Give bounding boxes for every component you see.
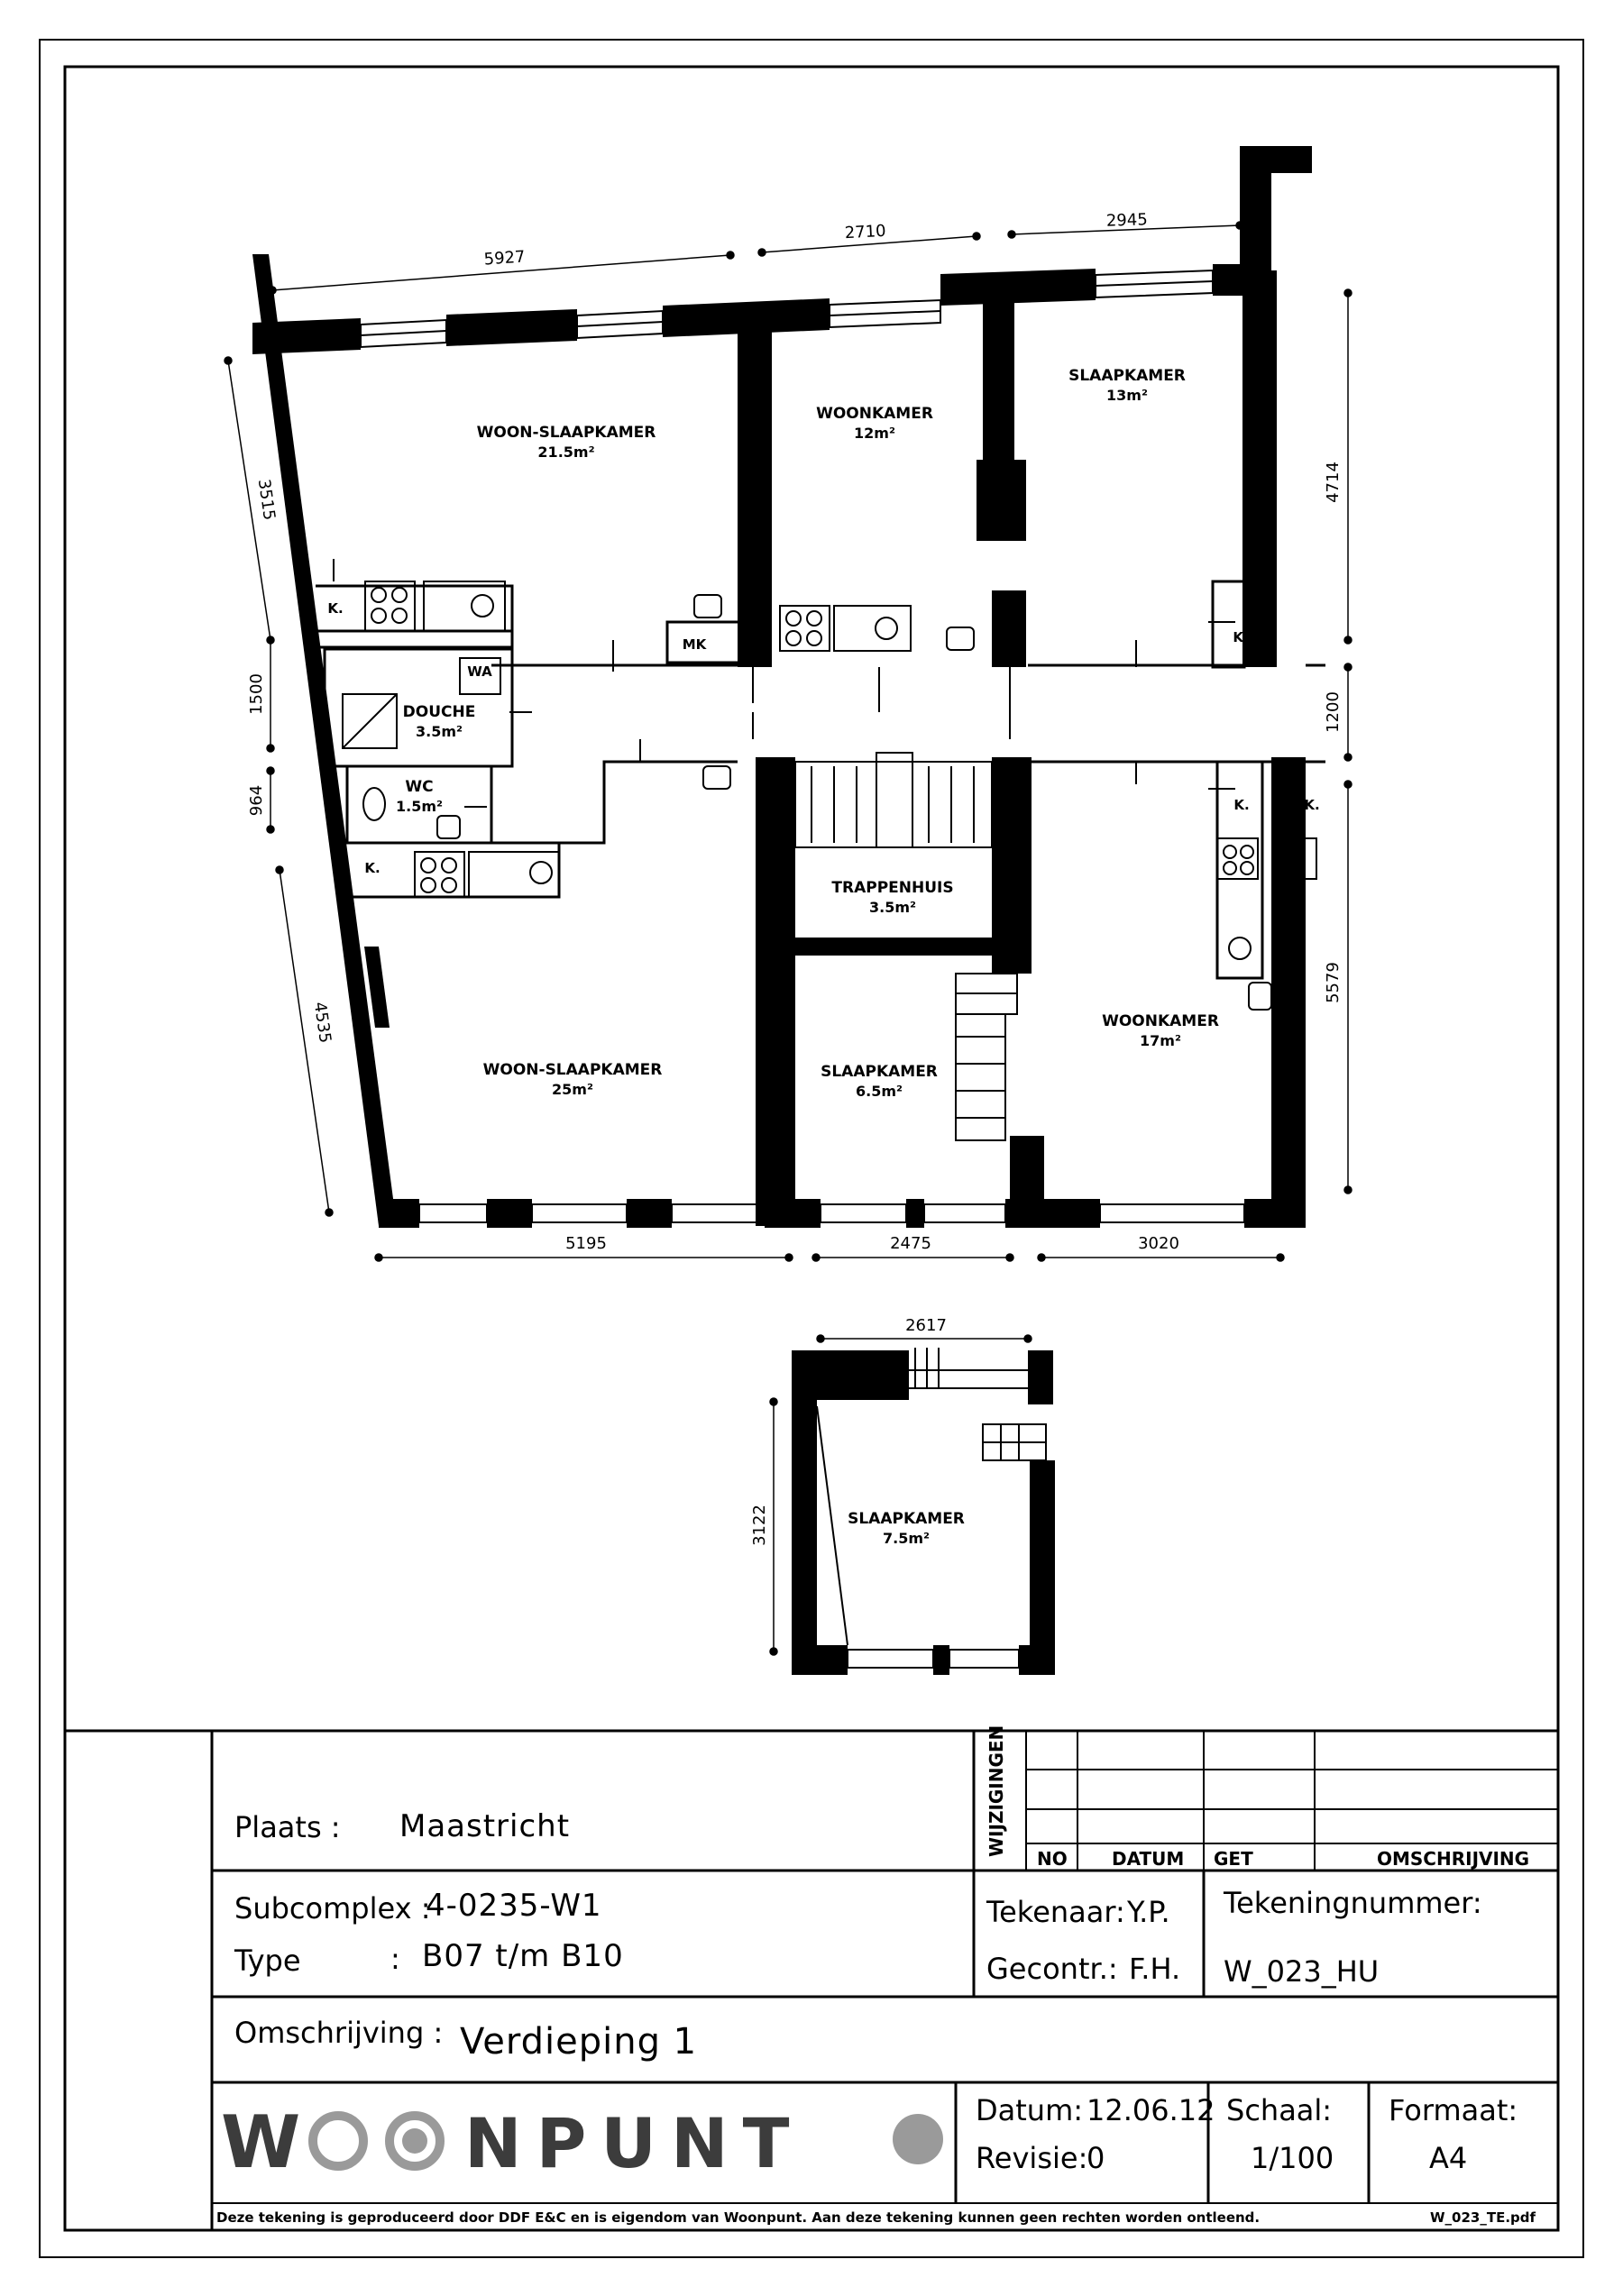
wijzigingen-header-no: NO	[1037, 1848, 1068, 1870]
disclaimer-text: Deze tekening is geproduceerd door DDF E&C en is eigendom van Woonpunt. Aan deze tekening kunnen geen rechten worden ontleend.	[216, 2209, 1261, 2226]
stair-wall-bottom	[795, 938, 992, 956]
bottom-wall-5	[906, 1199, 924, 1228]
room-woonkamer-2-name: WOONKAMER	[1102, 1012, 1219, 1030]
room-slaapkamer-2-area: 6.5m²	[855, 1083, 903, 1100]
filename-text: W_023_TE.pdf	[1430, 2209, 1536, 2226]
wijzigingen-header-omschrijving: OMSCHRIJVING	[1377, 1848, 1530, 1870]
room-slaapkamer-3-name: SLAAPKAMER	[848, 1510, 965, 1528]
dim-annex-left: 3122	[750, 1505, 769, 1546]
room-slaapkamer-2-name: SLAAPKAMER	[821, 1063, 938, 1081]
fixture-k-1: K.	[327, 600, 344, 617]
tekenaar-value: Y.P.	[1127, 1895, 1170, 1929]
schaal-label: Schaal:	[1226, 2093, 1333, 2127]
plaats-label: Plaats :	[234, 1810, 341, 1844]
interior-wall-a	[738, 316, 772, 667]
type-separator: :	[390, 1942, 400, 1976]
tekeningnummer-value: W_023_HU	[1224, 1954, 1380, 1989]
dim-right-1: 4714	[1324, 462, 1343, 503]
gecontr-value: F.H.	[1129, 1952, 1181, 1986]
bottom-wall-7	[1244, 1199, 1306, 1228]
formaat-label: Formaat:	[1389, 2093, 1518, 2127]
logo-letters-npunt: NPUNT	[464, 2103, 798, 2182]
chimney-lower	[977, 460, 1026, 541]
logo-circle-icon	[893, 2114, 943, 2164]
fixture-k-5: K.	[1304, 797, 1320, 813]
gecontr-label: Gecontr.:	[986, 1952, 1118, 1986]
annex-top-right-wall	[1028, 1350, 1053, 1404]
room-trappenhuis-area: 3.5m²	[868, 899, 917, 916]
datum-value: 12.06.12	[1087, 2093, 1215, 2127]
tekenaar-label: Tekenaar:	[986, 1895, 1125, 1929]
room-douche-name: DOUCHE	[402, 703, 476, 721]
room-wc-area: 1.5m²	[395, 798, 444, 815]
room-woon-slaapkamer-2-name: WOON-SLAAPKAMER	[482, 1061, 663, 1079]
wijzigingen-header-datum: DATUM	[1112, 1848, 1185, 1870]
datum-label: Datum:	[976, 2093, 1084, 2127]
dim-bottom-3: 3020	[1138, 1234, 1179, 1253]
tekeningnummer-label: Tekeningnummer:	[1224, 1886, 1482, 1920]
dim-bottom-2: 2475	[890, 1234, 931, 1253]
bottom-wall-4	[765, 1199, 821, 1228]
logo-letter-w: W	[221, 2100, 301, 2182]
room-woon-slaapkamer-1-name: WOON-SLAAPKAMER	[476, 424, 656, 442]
dim-top-1: 5927	[483, 247, 527, 270]
right-wall-top	[1240, 146, 1271, 272]
room-slaapkamer-1-area: 13m²	[1106, 387, 1148, 404]
stair-wall-left	[756, 757, 795, 1226]
logo-o-circle-1	[313, 2116, 363, 2166]
wall-stub-mid	[992, 590, 1026, 667]
fixture-mk: MK	[682, 636, 707, 653]
dim-right-3: 5579	[1324, 962, 1343, 1003]
room-woon-slaapkamer-1-area: 21.5m²	[537, 444, 595, 461]
subcomplex-label: Subcomplex :	[234, 1891, 431, 1926]
room-slaapkamer-1-name: SLAAPKAMER	[1068, 367, 1186, 385]
room-douche-area: 3.5m²	[415, 723, 463, 740]
omschrijving-label: Omschrijving :	[234, 2016, 444, 2050]
dim-annex-top: 2617	[905, 1316, 947, 1335]
dim-left-3: 964	[247, 784, 266, 817]
woonpunt-logo-graphic	[221, 2100, 798, 2182]
room-woonkamer-1-area: 12m²	[854, 425, 895, 442]
woonpunt-logo	[221, 2100, 798, 2182]
annex-top-left-wall	[792, 1350, 909, 1400]
bottom-wall-2	[487, 1199, 532, 1228]
top-wall-4	[940, 269, 1096, 306]
revisie-value: 0	[1087, 2141, 1105, 2175]
fixture-k-3: K.	[364, 860, 381, 876]
bottom-wall-6	[1005, 1199, 1100, 1228]
annex-right-wall	[1030, 1460, 1055, 1675]
right-outer-wall-bottom	[1271, 757, 1306, 1226]
bottom-wall-1	[379, 1199, 419, 1228]
type-label: Type	[234, 1944, 301, 1978]
room-trappenhuis-name: TRAPPENHUIS	[831, 879, 954, 897]
type-value: B07 t/m B10	[422, 1938, 624, 1974]
room-wc-name: WC	[405, 778, 434, 796]
revisie-label: Revisie:	[976, 2141, 1088, 2175]
subcomplex-value: 4-0235-W1	[426, 1888, 602, 1924]
room-woon-slaapkamer-2-area: 25m²	[552, 1081, 593, 1098]
wijzigingen-label: WIJZIGINGEN	[986, 1724, 1007, 1857]
dim-left-4: 4535	[309, 1001, 335, 1045]
dim-bottom-1: 5195	[565, 1234, 607, 1253]
chimney-upper	[983, 297, 1014, 460]
logo-o-dot	[402, 2128, 427, 2154]
formaat-value: A4	[1429, 2141, 1468, 2175]
room-woonkamer-1-name: WOONKAMER	[816, 405, 933, 423]
plaats-value: Maastricht	[399, 1808, 571, 1844]
fixture-wa: WA	[467, 663, 492, 680]
right-outer-wall-top	[1242, 270, 1277, 667]
schaal-value: 1/100	[1251, 2141, 1334, 2175]
main-plan	[252, 146, 1312, 1228]
stair-wall-right	[992, 757, 1032, 974]
wijzigingen-header-get: GET	[1214, 1848, 1253, 1870]
annex-bottom-wall-1	[792, 1645, 848, 1675]
room-woonkamer-2-area: 17m²	[1140, 1032, 1181, 1049]
dim-top-3: 2945	[1105, 210, 1149, 231]
bottom-windows	[419, 1204, 1244, 1222]
fixture-k-2: K.	[1233, 629, 1249, 645]
room-slaapkamer-3-area: 7.5m²	[882, 1530, 931, 1547]
fixture-k-4: K.	[1233, 797, 1250, 813]
dim-right-2: 1200	[1324, 691, 1343, 733]
annex-bottom-wall-3	[1019, 1645, 1055, 1675]
annex-bottom-wall-2	[933, 1645, 949, 1675]
top-wall-2	[446, 309, 577, 346]
bottom-wall-3	[627, 1199, 672, 1228]
dim-top-2: 2710	[844, 221, 887, 243]
omschrijving-value: Verdieping 1	[460, 2021, 698, 2063]
dim-left-2: 1500	[247, 673, 266, 715]
dim-left-1: 3515	[253, 478, 280, 522]
